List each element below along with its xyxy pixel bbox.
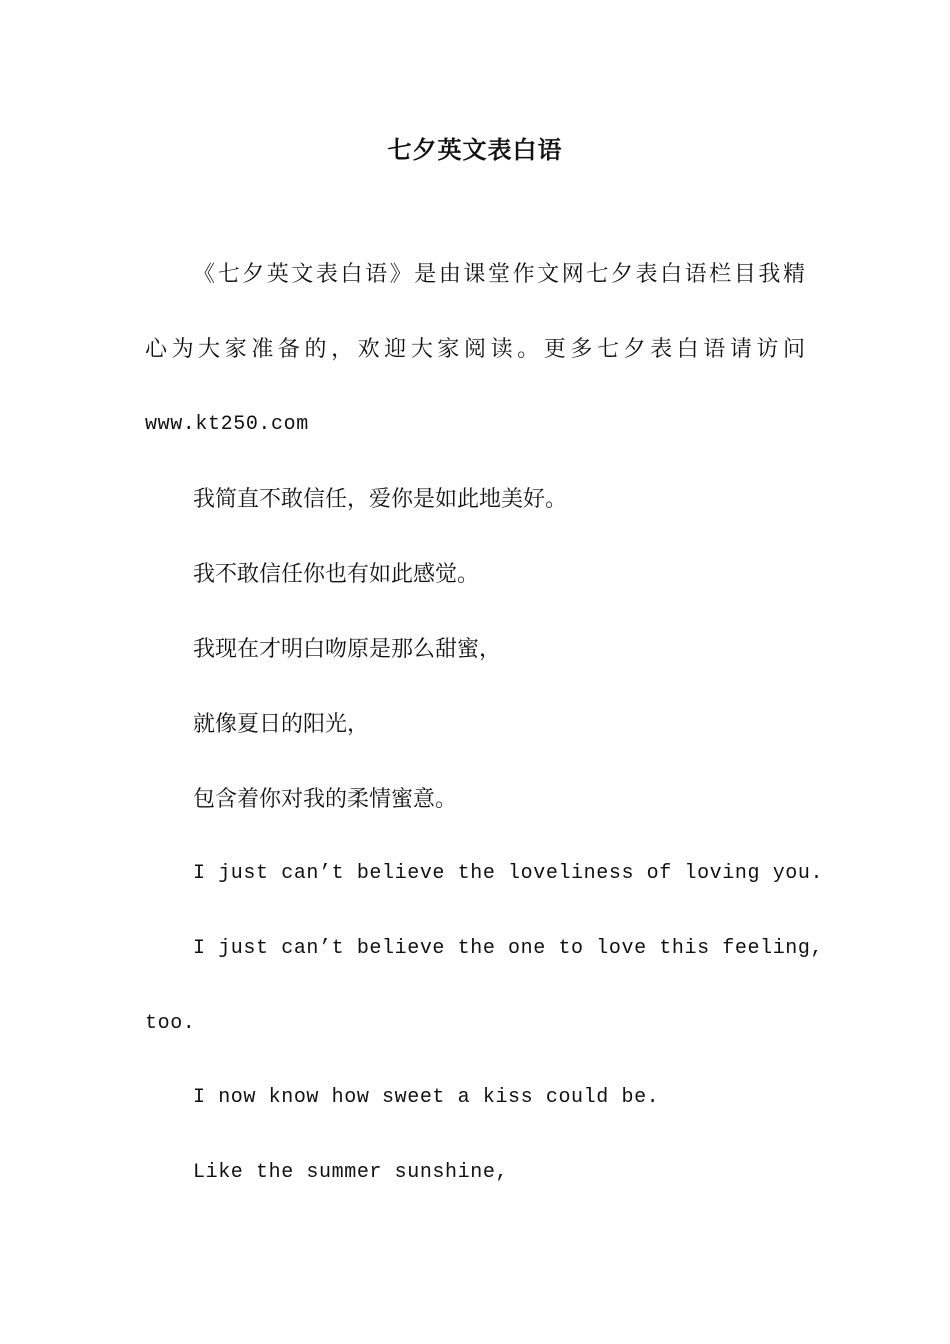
intro-paragraph-line-1: 《七夕英文表白语》是由课堂作文网七夕表白语栏目我精 — [193, 262, 805, 287]
english-line-2-part-2: too. — [145, 1012, 196, 1035]
english-line-3: I now know how sweet a kiss could be. — [193, 1086, 660, 1109]
chinese-line-1: 我简直不敢信任，爱你是如此地美好。 — [193, 487, 568, 512]
chinese-line-2: 我不敢信任你也有如此感觉。 — [193, 562, 480, 587]
intro-url: www.kt250.com — [145, 413, 309, 436]
chinese-line-4: 就像夏日的阳光， — [193, 712, 370, 737]
english-line-2-part-1: I just can’t believe the one to love this feeling, — [193, 937, 824, 960]
chinese-line-3: 我现在才明白吻原是那么甜蜜， — [193, 637, 502, 662]
chinese-line-5: 包含着你对我的柔情蜜意。 — [193, 787, 458, 812]
english-line-1: I just can’t believe the loveliness of loving you. — [193, 862, 824, 885]
english-line-4: Like the summer sunshine, — [193, 1161, 509, 1184]
intro-paragraph-line-2: 心为大家准备的，欢迎大家阅读。更多七夕表白语请访问 — [145, 337, 805, 362]
document-title: 七夕英文表白语 — [387, 135, 563, 164]
